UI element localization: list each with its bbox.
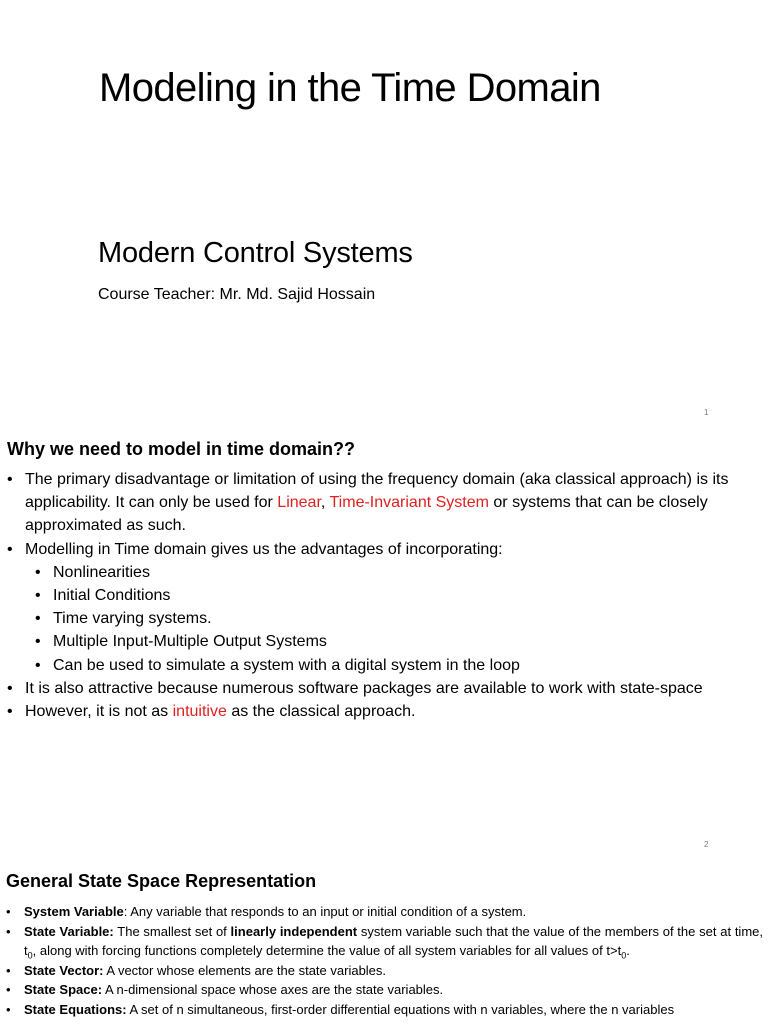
state-space-slide (0, 864, 768, 1024)
bullet-icon: • (7, 540, 13, 558)
page-title: Modeling in the Time Domain (99, 66, 601, 110)
bullet-icon: • (35, 633, 41, 651)
bullet-icon: • (35, 587, 41, 605)
term: State Vector: (24, 962, 104, 978)
bullet-icon: • (7, 703, 13, 721)
slide-number: 2 (704, 840, 709, 849)
bullet-icon: • (6, 904, 11, 919)
bullet-icon: • (6, 1001, 11, 1017)
course-subtitle: Modern Control Systems (98, 237, 413, 269)
bullet-icon: • (6, 923, 11, 939)
slide-heading: General State Space Representation (6, 871, 317, 891)
term: State Variable: (24, 923, 114, 939)
list-item: • However, it is not as intuitive as the classical approach. (7, 700, 765, 723)
sub-list-item: • Nonlinearities (7, 561, 765, 584)
bullet-icon: • (6, 962, 11, 978)
course-teacher: Course Teacher: Mr. Md. Sajid Hossain (98, 286, 376, 303)
slide-heading: Why we need to model in time domain?? (7, 439, 356, 459)
list-item: • It is also attractive because numerous software packages are available to work with state-space (7, 677, 765, 700)
list-item: • State Vector: A vector whose elements are the state variables. (6, 961, 763, 981)
title-slide (0, 0, 768, 432)
bullet-icon: • (35, 656, 41, 674)
term: State Equations: (24, 1001, 127, 1017)
bullet-icon: • (6, 982, 11, 997)
list-item: • State Equations: A set of n simultaneous, first-order differential equations with n variables, where the n variables (6, 1000, 763, 1020)
term: State Space: (24, 982, 103, 997)
highlight-time-invariant: Time-Invariant System (329, 494, 489, 512)
bullet-icon: • (35, 563, 41, 581)
list-item: • The primary disadvantage or limitation of using the frequency domain (aka classical approach) is its applicability. It can only be used for Linear, Time-Invariant System or systems that can be closely approximated as such. (7, 468, 765, 538)
highlight-linear: Linear (277, 494, 321, 512)
bullet-icon: • (7, 679, 13, 697)
sub-list-item: • Time varying systems. (7, 607, 765, 630)
sub-list-item: • Can be used to simulate a system with a digital system in the loop (7, 654, 765, 677)
sub-list-item: • Initial Conditions (7, 584, 765, 607)
definition-list (6, 902, 763, 1019)
time-domain-slide (0, 432, 768, 864)
term: System Variable (24, 904, 124, 919)
bullet-icon: • (35, 610, 41, 628)
highlight-intuitive: intuitive (172, 703, 227, 721)
list-item: • State Space: A n-dimensional space whose axes are the state variables. (6, 980, 763, 1000)
bullet-icon: • (7, 471, 13, 488)
sub-list-item: • Multiple Input-Multiple Output Systems (7, 630, 765, 653)
list-item: • System Variable: Any variable that responds to an input or initial condition of a system. (6, 902, 763, 922)
slide-number: 1 (704, 408, 709, 417)
list-item: • State Variable: The smallest set of linearly independent system variable such that the value of the members of the set at time, $t_0$, along with forcing functions completely determine the value of all system variables for all values of $t>t_0$. (6, 923, 763, 961)
list-item: • Modelling in Time domain gives us the advantages of incorporating: (7, 538, 765, 561)
bullet-list (7, 468, 765, 723)
